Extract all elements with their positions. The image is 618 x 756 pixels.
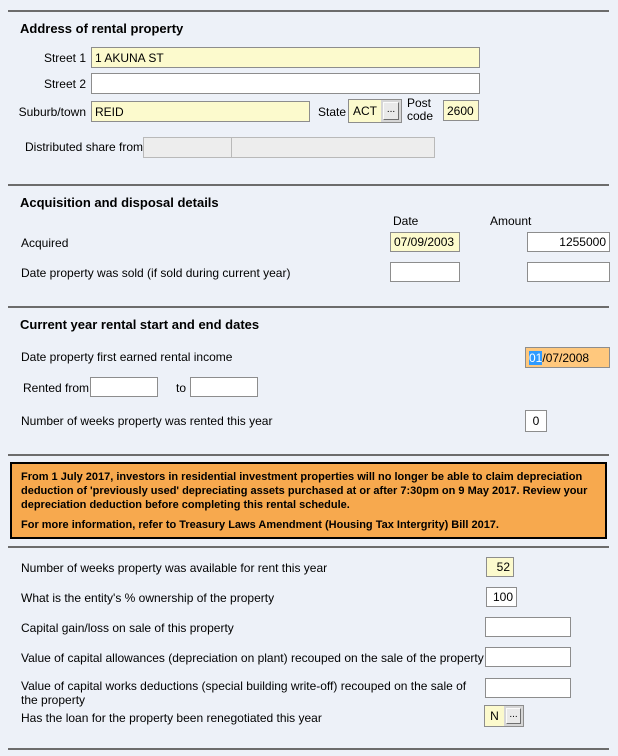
postcode-label-line2: code: [407, 109, 434, 123]
sold-label: Date property was sold (if sold during current year): [21, 266, 291, 280]
distributed-share-field-2: [231, 138, 434, 157]
warning-paragraph-2: For more information, refer to Treasury Laws Amendment (Housing Tax Intergrity) Bill 2017.: [21, 519, 499, 531]
postcode-label-line1: Post: [407, 96, 432, 110]
loan-renegotiated-label: Has the loan for the property been renegotiated this year: [21, 711, 322, 725]
first-earned-label: Date property first earned rental income: [21, 350, 233, 364]
weeks-rented-label: Number of weeks property was rented this year: [21, 414, 273, 428]
street2-field[interactable]: [91, 73, 480, 94]
first-earned-date-selected-text: 01: [529, 350, 543, 365]
date-column-header: Date: [393, 214, 419, 228]
loan-browse-button[interactable]: ...: [506, 708, 521, 724]
capital-gain-label: Capital gain/loss on sale of this property: [21, 621, 234, 635]
weeks-rented-field[interactable]: 0: [525, 410, 547, 432]
capital-gain-field[interactable]: [485, 617, 571, 637]
postcode-field[interactable]: 2600: [443, 100, 479, 121]
loan-renegotiated-combo[interactable]: [484, 705, 524, 727]
rented-to-label: to: [176, 381, 187, 395]
separator: [8, 10, 609, 12]
acquisition-section-heading: Acquisition and disposal details: [20, 195, 219, 210]
separator: [8, 184, 609, 186]
capital-works-label: Value of capital works deductions (special building write-off) recouped on the sale of the property: [21, 679, 467, 707]
street1-label: Street 1: [43, 51, 86, 65]
distributed-share-group: [143, 137, 435, 158]
capital-works-field[interactable]: [485, 678, 571, 698]
capital-allowances-field[interactable]: [485, 647, 571, 667]
distributed-share-label: Distributed share from: [25, 140, 144, 154]
acquired-label: Acquired: [21, 236, 69, 250]
acquired-amount-field[interactable]: 1255000: [527, 232, 610, 252]
sold-amount-field[interactable]: [527, 262, 610, 282]
capital-allowances-label: Value of capital allowances (depreciation on plant) recouped on the sale of the property: [21, 651, 484, 665]
warning-paragraph-1: From 1 July 2017, investors in residential investment properties will no longer be able to claim depreciation deduction of 'previously used' depreciating assets purchased at or after 7:30pm on 9 May 2017. Review your depreciation deduction before completing this rental schedule.: [21, 471, 588, 511]
street2-label: Street 2: [43, 77, 86, 91]
separator: [8, 306, 609, 308]
ownership-label: What is the entity's % ownership of the property: [21, 591, 275, 605]
depreciation-warning-box: [10, 462, 607, 539]
suburb-field[interactable]: REID: [91, 101, 310, 122]
state-field[interactable]: ACT: [349, 100, 381, 122]
rented-from-field[interactable]: [90, 377, 158, 397]
amount-column-header: Amount: [490, 214, 532, 228]
rental-dates-section-heading: Current year rental start and end dates: [20, 317, 260, 332]
state-combo[interactable]: [348, 99, 402, 123]
acquired-date-field[interactable]: 07/09/2003: [390, 232, 460, 252]
separator: [8, 748, 609, 750]
separator: [8, 454, 609, 456]
sold-date-field[interactable]: [390, 262, 460, 282]
state-browse-button[interactable]: ...: [383, 102, 399, 120]
first-earned-date-field[interactable]: [525, 347, 610, 368]
rented-from-label: Rented from: [23, 381, 90, 395]
first-earned-date-rest-text: /07/2008: [542, 350, 590, 365]
weeks-available-label: Number of weeks property was available for rent this year: [21, 561, 328, 575]
rented-to-field[interactable]: [190, 377, 258, 397]
separator: [8, 546, 609, 548]
distributed-share-field-1: [144, 138, 231, 157]
loan-renegotiated-field[interactable]: N: [485, 706, 504, 726]
ownership-field[interactable]: 100: [486, 587, 517, 607]
state-label: State: [318, 105, 347, 119]
suburb-label: Suburb/town: [18, 105, 86, 119]
weeks-available-field[interactable]: 52: [486, 557, 514, 577]
street1-field[interactable]: 1 AKUNA ST: [91, 47, 480, 68]
address-section-heading: Address of rental property: [20, 21, 184, 36]
